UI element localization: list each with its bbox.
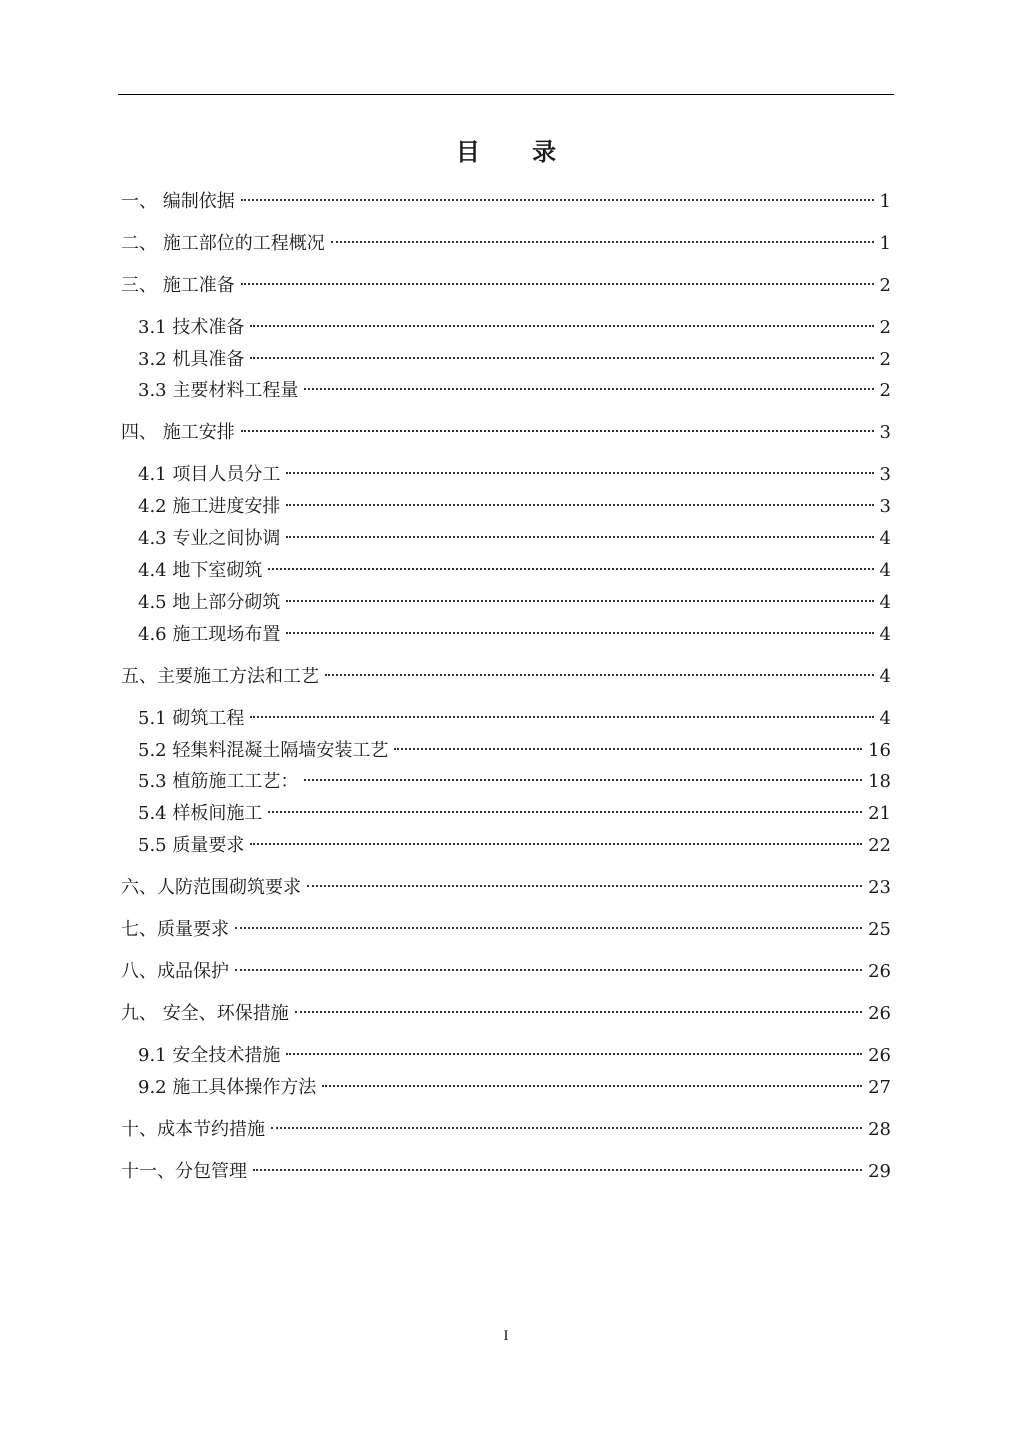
dot-leader [304, 779, 862, 781]
toc-page-number: 1 [879, 233, 891, 254]
toc-entry[interactable] [121, 664, 891, 690]
toc-entry-text: 9.2 施工具体操作方法 [138, 1077, 317, 1098]
toc-entry-text: 5.5 质量要求 [138, 835, 245, 856]
toc-entry[interactable] [138, 1043, 891, 1069]
toc-entry-text: 4.1 项目人员分工 [138, 464, 281, 485]
dot-leader [250, 357, 873, 359]
toc-entry[interactable] [138, 558, 891, 584]
toc-entry-text: 3.2 机具准备 [138, 349, 245, 370]
toc-entry[interactable] [121, 273, 891, 299]
dot-leader [271, 1127, 862, 1129]
dot-leader [253, 1169, 862, 1171]
toc-entry[interactable] [138, 706, 891, 732]
toc-entry[interactable] [121, 959, 891, 985]
toc-page-number: 3 [879, 422, 891, 443]
dot-leader [286, 632, 873, 634]
toc-page-number: 3 [879, 464, 891, 485]
toc-entry[interactable] [121, 875, 891, 901]
toc-entry[interactable] [121, 1001, 891, 1027]
toc-entry[interactable] [121, 917, 891, 943]
toc-entry-text: 5.4 样板间施工 [138, 803, 263, 824]
toc-page-number: 23 [868, 877, 891, 898]
toc-entry[interactable] [138, 526, 891, 552]
toc-entry[interactable] [138, 833, 891, 859]
dot-leader [322, 1085, 862, 1087]
dot-leader [394, 748, 862, 750]
dot-leader [241, 283, 874, 285]
dot-leader [268, 811, 862, 813]
toc-entry[interactable] [138, 1075, 891, 1101]
toc-entry-text: 5.1 砌筑工程 [138, 708, 245, 729]
dot-leader [286, 504, 873, 506]
toc-entry-text: 4.4 地下室砌筑 [138, 560, 263, 581]
toc-entry-text: 八、成品保护 [121, 961, 229, 982]
toc-entry[interactable] [138, 494, 891, 520]
toc-entry-text: 四、 施工安排 [121, 422, 235, 443]
page-number: I [503, 1328, 509, 1344]
dot-leader [235, 969, 862, 971]
dot-leader [235, 927, 862, 929]
toc-page-number: 29 [868, 1161, 891, 1182]
toc-page-number: 28 [868, 1119, 891, 1140]
toc-entry-text: 9.1 安全技术措施 [138, 1045, 281, 1066]
toc-entry[interactable] [121, 189, 891, 215]
toc-entry-text: 3.1 技术准备 [138, 317, 245, 338]
toc-page-number: 2 [879, 380, 891, 401]
toc-page-number: 4 [879, 560, 891, 581]
toc-entry[interactable] [121, 1117, 891, 1143]
toc-entry-text: 三、 施工准备 [121, 275, 235, 296]
toc-page-number: 25 [868, 919, 891, 940]
toc-entry[interactable] [121, 420, 891, 446]
toc-entry-text: 五、主要施工方法和工艺 [121, 666, 319, 687]
dot-leader [268, 568, 873, 570]
toc-entry[interactable] [121, 231, 891, 257]
toc-entry[interactable] [138, 315, 891, 341]
dot-leader [295, 1011, 862, 1013]
toc-entry[interactable] [121, 1159, 891, 1185]
dot-leader [241, 199, 874, 201]
dot-leader [304, 388, 873, 390]
toc-entry[interactable] [138, 378, 891, 404]
toc-page-number: 27 [868, 1077, 891, 1098]
dot-leader [286, 472, 873, 474]
toc-page-number: 18 [868, 771, 891, 792]
dot-leader [286, 536, 873, 538]
dot-leader [331, 241, 874, 243]
toc-entry[interactable] [138, 347, 891, 373]
dot-leader [286, 1053, 862, 1055]
toc-entry[interactable] [138, 738, 891, 764]
toc-entry-text: 九、 安全、环保措施 [121, 1003, 289, 1024]
toc-page-number: 4 [879, 708, 891, 729]
toc-page-number: 21 [868, 803, 891, 824]
toc-entry[interactable] [138, 590, 891, 616]
toc-title: 目 录 [455, 138, 579, 166]
toc-page-number: 4 [879, 666, 891, 687]
toc-entry[interactable] [138, 462, 891, 488]
toc-entry-text: 六、人防范围砌筑要求 [121, 877, 301, 898]
dot-leader [325, 674, 874, 676]
toc-page-number: 26 [868, 1003, 891, 1024]
toc-page-number: 16 [868, 740, 891, 761]
toc-page-number: 22 [868, 835, 891, 856]
toc-page-number: 3 [879, 496, 891, 517]
toc-page-number: 1 [879, 191, 891, 212]
toc-page-number: 4 [879, 592, 891, 613]
toc-page-number: 2 [879, 275, 891, 296]
dot-leader [250, 843, 862, 845]
toc-entry-text: 4.2 施工进度安排 [138, 496, 281, 517]
dot-leader [307, 885, 862, 887]
toc-page-number: 4 [879, 624, 891, 645]
dot-leader [250, 325, 873, 327]
toc-entry-text: 二、 施工部位的工程概况 [121, 233, 325, 254]
toc-entry-text: 十、成本节约措施 [121, 1119, 265, 1140]
toc-entry-text: 一、 编制依据 [121, 191, 235, 212]
toc-entry-text: 4.5 地上部分砌筑 [138, 592, 281, 613]
toc-entry-text: 七、质量要求 [121, 919, 229, 940]
toc-entry-text: 3.3 主要材料工程量 [138, 380, 299, 401]
toc-entry[interactable] [138, 769, 891, 795]
toc-page-number: 4 [879, 528, 891, 549]
toc-entry-text: 十一、分包管理 [121, 1161, 247, 1182]
dot-leader [241, 430, 874, 432]
toc-page-number: 2 [879, 317, 891, 338]
toc-page-number: 26 [868, 1045, 891, 1066]
toc-entry[interactable] [138, 622, 891, 648]
dot-leader [286, 600, 873, 602]
toc-entry-text: 4.6 施工现场布置 [138, 624, 281, 645]
toc-page-number: 2 [879, 349, 891, 370]
toc-entry-text: 5.3 植筋施工工艺： [138, 771, 299, 792]
dot-leader [250, 716, 873, 718]
toc-entry-text: 4.3 专业之间协调 [138, 528, 281, 549]
toc-page-number: 26 [868, 961, 891, 982]
toc-entry-text: 5.2 轻集料混凝土隔墙安装工艺 [138, 740, 389, 761]
toc-entry[interactable] [138, 801, 891, 827]
